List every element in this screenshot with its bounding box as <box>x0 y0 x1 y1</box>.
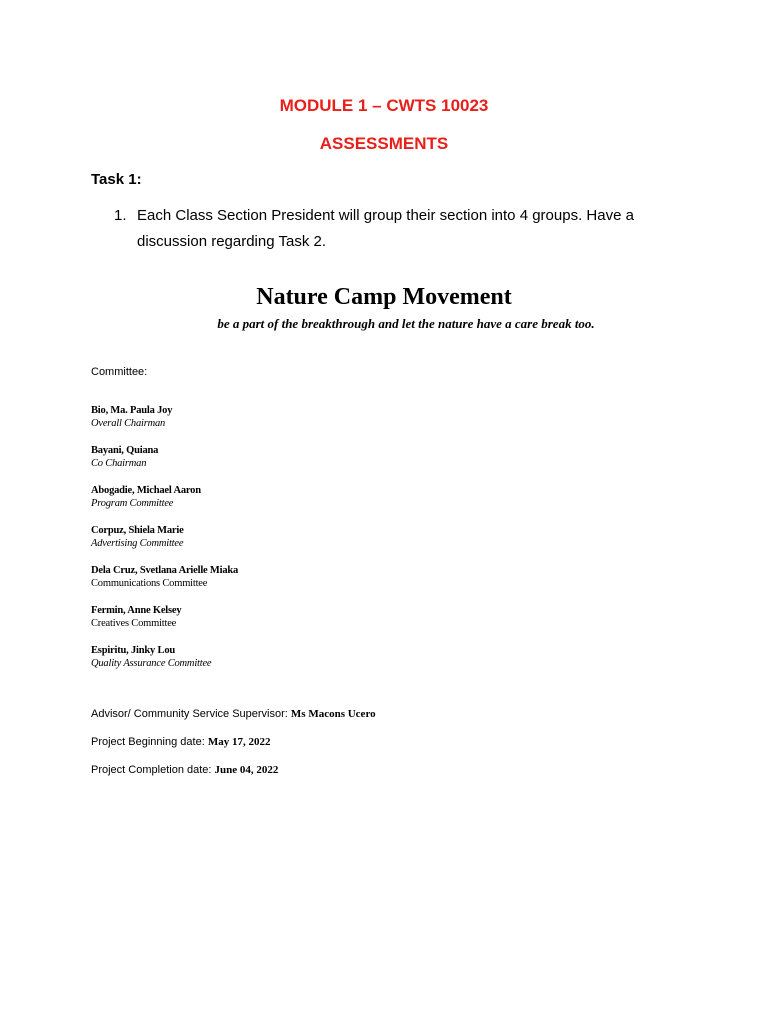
member-name: Dela Cruz, Svetlana Arielle Miaka <box>91 565 239 576</box>
advisor-label: Advisor/ Community Service Supervisor: <box>91 708 288 720</box>
advisor-value: Ms Macons Ucero <box>290 708 376 720</box>
member-role: Program Committee <box>91 498 174 509</box>
project-title: Nature Camp Movement <box>256 284 512 310</box>
member-role: Overall Chairman <box>91 418 166 429</box>
begin-date-label: Project Beginning date: <box>91 736 205 748</box>
task-item-text: Each Class Section President will group their section into 4 groups. Have a discussion regarding Task 2. <box>137 207 634 250</box>
project-tagline: be a part of the breakthrough and let the nature have a care break too. <box>217 316 595 331</box>
committee-list <box>91 404 238 684</box>
committee-member <box>91 444 238 484</box>
committee-label: Committee: <box>91 366 148 378</box>
completion-date-value: June 04, 2022 <box>214 764 279 776</box>
begin-date-line <box>91 736 270 748</box>
task-list-item <box>114 203 674 255</box>
member-name: Espiritu, Jinky Lou <box>91 645 176 656</box>
module-title: MODULE 1 – CWTS 10023 <box>279 96 489 115</box>
member-role: Creatives Committee <box>91 618 177 629</box>
section-title: ASSESSMENTS <box>319 134 449 153</box>
begin-date-value: May 17, 2022 <box>207 736 271 748</box>
member-role: Communications Committee <box>91 578 208 589</box>
committee-member <box>91 644 238 684</box>
member-name: Corpuz, Shiela Marie <box>91 525 184 536</box>
completion-date-label: Project Completion date: <box>91 764 212 776</box>
committee-member <box>91 404 238 444</box>
member-name: Bayani, Quiana <box>91 445 159 456</box>
member-role: Advertising Committee <box>91 538 184 549</box>
advisor-line <box>91 708 376 720</box>
task-label: Task 1: <box>91 171 142 188</box>
member-name: Bio, Ma. Paula Joy <box>91 405 173 416</box>
committee-member <box>91 524 238 564</box>
committee-member <box>91 564 238 604</box>
member-role: Quality Assurance Committee <box>91 658 212 669</box>
committee-member <box>91 604 238 644</box>
member-name: Fermin, Anne Kelsey <box>91 605 182 616</box>
task-item-number: 1. <box>114 207 127 224</box>
committee-member <box>91 484 238 524</box>
member-role: Co Chairman <box>91 458 147 469</box>
completion-date-line <box>91 764 278 776</box>
member-name: Abogadie, Michael Aaron <box>91 485 201 496</box>
